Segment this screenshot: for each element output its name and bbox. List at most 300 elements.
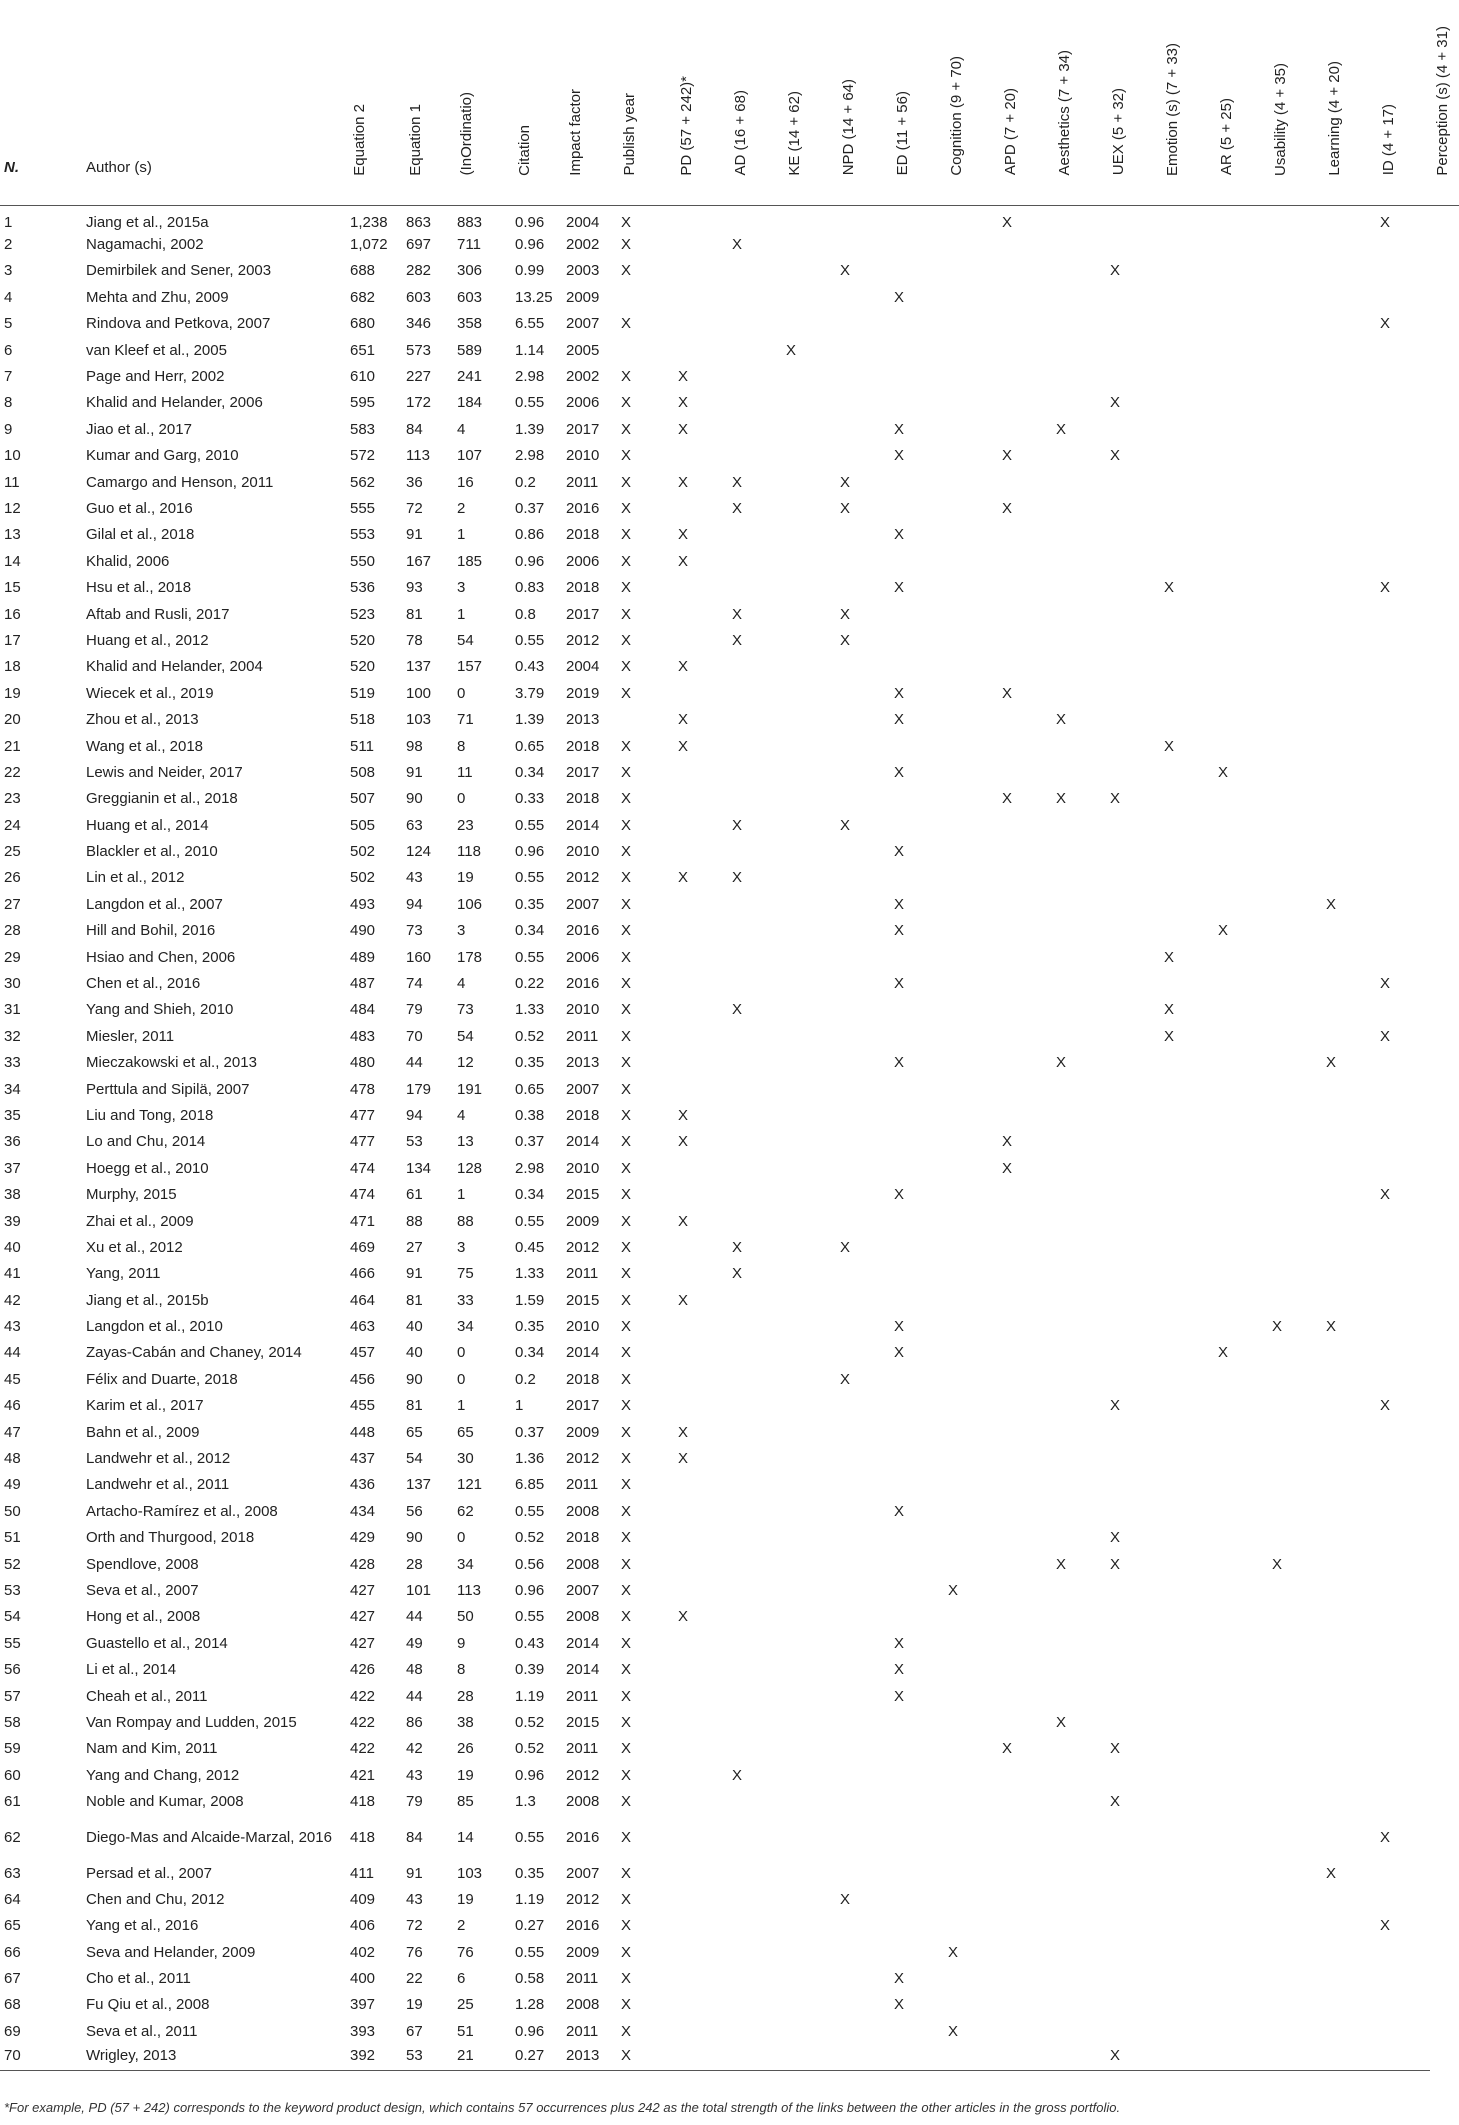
publish-year-cell: 2015 <box>566 1713 600 1731</box>
keyword-mark-cell <box>836 416 890 442</box>
keyword-mark-cell <box>1052 1445 1106 1471</box>
impact-factor-cell: 0.65 <box>515 1080 545 1098</box>
keyword-mark-cell: X <box>1002 213 1013 231</box>
keyword-mark-cell <box>998 1261 1052 1287</box>
keyword-mark-cell <box>1214 258 1268 284</box>
keyword-mark-cell <box>836 1023 890 1049</box>
keyword-mark-cell <box>782 1656 836 1682</box>
keyword-mark-cell <box>944 812 998 838</box>
keyword-mark-cell <box>728 1076 782 1102</box>
keyword-mark-cell <box>836 1155 890 1181</box>
keyword-mark-cell <box>1376 1551 1430 1577</box>
equation1-cell: 54 <box>406 1450 423 1468</box>
keyword-mark-cell <box>674 311 728 337</box>
keyword-mark-cell: X <box>894 1996 905 2014</box>
inordinatio-cell: 2 <box>457 1917 466 1935</box>
inordinatio-cell: 358 <box>457 315 483 333</box>
keyword-mark-cell <box>782 812 836 838</box>
keyword-mark-cell <box>728 1129 782 1155</box>
keyword-mark-cell <box>998 1076 1052 1102</box>
header-keyword: Emotion (s) (7 + 33) <box>1160 0 1214 205</box>
keyword-mark-cell <box>1268 1992 1322 2018</box>
keyword-mark-cell: X <box>678 1106 689 1124</box>
row-number: 17 <box>4 631 21 649</box>
keyword-mark-cell <box>1376 786 1430 812</box>
table-row <box>0 680 1459 706</box>
keyword-mark-cell: X <box>894 1970 905 1988</box>
keyword-mark-cell <box>782 1208 836 1234</box>
keyword-mark-cell <box>944 1815 998 1860</box>
keyword-mark-cell <box>1160 1234 1214 1260</box>
keyword-mark-cell: X <box>1110 394 1121 412</box>
impact-factor-cell: 0.34 <box>515 763 545 781</box>
inordinatio-cell: 128 <box>457 1159 483 1177</box>
keyword-mark-cell <box>1322 2045 1376 2071</box>
keyword-mark-cell <box>944 1498 998 1524</box>
keyword-mark-cell <box>674 495 728 521</box>
equation2-cell: 483 <box>350 1027 376 1045</box>
impact-factor-cell: 0.55 <box>515 816 545 834</box>
keyword-mark-cell: X <box>1272 1318 1283 1336</box>
keyword-mark-cell <box>944 1419 998 1445</box>
keyword-mark-cell <box>836 733 890 759</box>
keyword-mark-cell <box>782 1498 836 1524</box>
header-equation2: Equation 2 <box>347 0 403 205</box>
equation1-cell: 73 <box>406 922 423 940</box>
keyword-mark-cell <box>674 1815 728 1860</box>
keyword-mark-cell <box>728 1788 782 1814</box>
keyword-mark-cell <box>1376 759 1430 785</box>
row-number: 3 <box>4 262 13 280</box>
author-cell: Lo and Chu, 2014 <box>86 1133 206 1151</box>
keyword-mark-cell <box>782 416 836 442</box>
table-row <box>0 1181 1459 1207</box>
equation2-cell: 421 <box>350 1766 376 1784</box>
keyword-mark-cell <box>1322 1577 1376 1603</box>
equation1-cell: 98 <box>406 737 423 755</box>
keyword-mark-cell <box>836 574 890 600</box>
keyword-mark-cell <box>1268 706 1322 732</box>
keyword-mark-cell <box>1052 1886 1106 1912</box>
keyword-mark-cell <box>1214 786 1268 812</box>
keyword-mark-cell <box>944 1788 998 1814</box>
author-cell: Seva and Helander, 2009 <box>86 1943 256 1961</box>
row-number: 16 <box>4 605 21 623</box>
keyword-mark-cell <box>674 891 728 917</box>
keyword-mark-cell <box>1160 1076 1214 1102</box>
impact-factor-cell: 0.38 <box>515 1106 545 1124</box>
keyword-mark-cell <box>1376 1630 1430 1656</box>
author-cell: Xu et al., 2012 <box>86 1238 183 1256</box>
keyword-mark-cell <box>998 601 1052 627</box>
keyword-mark-cell <box>1268 812 1322 838</box>
keyword-mark-cell <box>1322 363 1376 389</box>
keyword-mark-cell <box>782 1551 836 1577</box>
keyword-mark-cell <box>782 1313 836 1339</box>
keyword-mark-cell: X <box>1380 213 1391 231</box>
row-number: 5 <box>4 315 13 333</box>
keyword-mark-cell <box>836 1525 890 1551</box>
keyword-mark-cell <box>1106 1287 1160 1313</box>
keyword-mark-cell: X <box>678 1450 689 1468</box>
keyword-mark-cell: X <box>1002 1740 1013 1758</box>
keyword-mark-cell: X <box>621 1661 632 1679</box>
publish-year-cell: 2010 <box>566 1001 600 1019</box>
keyword-mark-cell <box>1160 258 1214 284</box>
keyword-mark-cell: X <box>1110 447 1121 465</box>
keyword-mark-cell <box>1160 1577 1214 1603</box>
keyword-mark-cell <box>1376 1525 1430 1551</box>
equation1-cell: 84 <box>406 420 423 438</box>
keyword-mark-cell <box>728 548 782 574</box>
keyword-mark-cell <box>1052 1815 1106 1860</box>
keyword-mark-cell <box>890 812 944 838</box>
row-number: 30 <box>4 975 21 993</box>
keyword-mark-cell: X <box>732 1766 743 1784</box>
keyword-mark-cell <box>728 1102 782 1128</box>
keyword-mark-cell <box>1052 759 1106 785</box>
inordinatio-cell: 711 <box>457 236 481 254</box>
keyword-mark-cell <box>1106 865 1160 891</box>
equation1-cell: 22 <box>406 1970 423 1988</box>
equation1-cell: 282 <box>406 262 432 280</box>
keyword-mark-cell <box>1106 759 1160 785</box>
keyword-mark-cell: X <box>894 288 905 306</box>
keyword-mark-cell: X <box>621 2022 632 2040</box>
keyword-mark-cell <box>890 1076 944 1102</box>
keyword-mark-cell <box>1322 1815 1376 1860</box>
keyword-mark-cell <box>836 1604 890 1630</box>
inordinatio-cell: 4 <box>457 975 466 993</box>
keyword-mark-cell <box>890 654 944 680</box>
keyword-mark-cell <box>1268 944 1322 970</box>
keyword-mark-cell <box>1268 1129 1322 1155</box>
keyword-mark-cell <box>1214 1762 1268 1788</box>
keyword-mark-cell <box>1322 337 1376 363</box>
keyword-mark-cell <box>836 2045 890 2071</box>
keyword-mark-cell <box>1268 1498 1322 1524</box>
keyword-mark-cell <box>1214 654 1268 680</box>
impact-factor-cell: 0.55 <box>515 1828 545 1846</box>
equation2-cell: 583 <box>350 420 376 438</box>
table-row <box>0 1313 1459 1339</box>
keyword-mark-cell <box>1160 416 1214 442</box>
table-row <box>0 865 1459 891</box>
keyword-mark-cell <box>1052 812 1106 838</box>
keyword-mark-cell <box>1322 1656 1376 1682</box>
keyword-mark-cell <box>944 1393 998 1419</box>
keyword-mark-cell <box>1214 284 1268 310</box>
keyword-mark-cell <box>728 311 782 337</box>
keyword-mark-cell: X <box>1106 2045 1160 2071</box>
keyword-mark-cell <box>782 944 836 970</box>
row-number: 2 <box>4 236 13 254</box>
keyword-mark-cell <box>890 1762 944 1788</box>
header-keyword: ID (4 + 17) <box>1376 0 1430 205</box>
keyword-mark-cell <box>1106 838 1160 864</box>
keyword-mark-cell <box>728 1393 782 1419</box>
table-row <box>0 1023 1459 1049</box>
equation2-cell: 463 <box>350 1318 376 1336</box>
keyword-mark-cell <box>890 1788 944 1814</box>
keyword-mark-cell: X <box>678 1291 689 1309</box>
publish-year-cell: 2008 <box>566 1502 600 1520</box>
keyword-mark-cell <box>1106 812 1160 838</box>
table-row <box>0 1525 1459 1551</box>
keyword-mark-cell <box>728 1050 782 1076</box>
keyword-mark-cell <box>1106 1181 1160 1207</box>
equation1-cell: 113 <box>406 447 430 465</box>
keyword-mark-cell: X <box>732 473 743 491</box>
keyword-mark-cell <box>1268 1234 1322 1260</box>
header-row <box>0 0 1459 205</box>
keyword-mark-cell: X <box>621 1828 632 1846</box>
keyword-mark-cell <box>782 258 836 284</box>
keyword-mark-cell <box>1160 1860 1214 1886</box>
keyword-mark-cell <box>836 1208 890 1234</box>
equation2-cell: 682 <box>350 288 376 306</box>
author-cell: Jiang et al., 2015a <box>86 213 209 231</box>
keyword-mark-cell <box>836 1181 890 1207</box>
keyword-mark-cell: X <box>894 1687 905 1705</box>
keyword-mark-cell <box>782 1445 836 1471</box>
keyword-mark-cell <box>1322 231 1376 257</box>
keyword-mark-cell <box>674 1023 728 1049</box>
equation1-cell: 44 <box>406 1687 423 1705</box>
keyword-mark-cell <box>1214 1709 1268 1735</box>
keyword-mark-cell <box>1322 1788 1376 1814</box>
table-row <box>0 1287 1459 1313</box>
keyword-mark-cell: X <box>786 341 797 359</box>
keyword-mark-cell <box>1160 443 1214 469</box>
keyword-mark-cell: X <box>1164 579 1175 597</box>
keyword-mark-cell <box>1376 284 1430 310</box>
keyword-mark-cell: X <box>1002 447 1013 465</box>
impact-factor-cell: 6.85 <box>515 1476 545 1494</box>
keyword-mark-cell <box>674 759 728 785</box>
keyword-mark-cell <box>1268 627 1322 653</box>
keyword-mark-cell <box>836 970 890 996</box>
keyword-mark-cell: X <box>678 737 689 755</box>
keyword-mark-cell <box>1268 1419 1322 1445</box>
equation2-cell: 418 <box>350 1793 376 1811</box>
publish-year-cell: 2004 <box>566 213 600 231</box>
keyword-mark-cell <box>674 1886 728 1912</box>
keyword-mark-cell <box>1322 416 1376 442</box>
keyword-mark-cell <box>1160 680 1214 706</box>
equation2-cell: 429 <box>350 1529 376 1547</box>
keyword-mark-cell <box>998 1287 1052 1313</box>
table-row <box>0 601 1459 627</box>
keyword-mark-cell: X <box>948 2022 959 2040</box>
impact-factor-cell: 0.86 <box>515 526 545 544</box>
keyword-mark-cell <box>836 363 890 389</box>
keyword-mark-cell <box>998 970 1052 996</box>
keyword-mark-cell <box>1268 997 1322 1023</box>
table-row <box>0 944 1459 970</box>
keyword-mark-cell <box>1376 1886 1430 1912</box>
publish-year-cell: 2014 <box>566 816 600 834</box>
keyword-mark-cell <box>1376 1992 1430 2018</box>
keyword-mark-cell <box>836 1709 890 1735</box>
keyword-mark-cell <box>1214 2018 1268 2044</box>
keyword-mark-cell: X <box>1218 922 1229 940</box>
keyword-mark-cell <box>674 231 728 257</box>
inordinatio-cell: 21 <box>454 2045 512 2071</box>
keyword-mark-cell <box>944 1525 998 1551</box>
row-number: 26 <box>4 869 21 887</box>
keyword-mark-cell <box>1376 706 1430 732</box>
keyword-mark-cell <box>1160 812 1214 838</box>
keyword-mark-cell <box>1322 1525 1376 1551</box>
keyword-mark-cell <box>1214 1604 1268 1630</box>
keyword-mark-cell <box>1052 1076 1106 1102</box>
keyword-mark-cell <box>674 1234 728 1260</box>
row-number: 68 <box>4 1996 21 2014</box>
equation2-cell: 490 <box>350 922 376 940</box>
keyword-mark-cell <box>1268 1577 1322 1603</box>
keyword-mark-cell <box>617 337 674 363</box>
keyword-mark-cell <box>1322 1992 1376 2018</box>
keyword-mark-cell <box>890 2018 944 2044</box>
keyword-mark-cell <box>890 231 944 257</box>
keyword-mark-cell <box>1268 1683 1322 1709</box>
equation1-cell: 90 <box>406 790 423 808</box>
keyword-mark-cell <box>782 1630 836 1656</box>
keyword-mark-cell: X <box>617 2045 674 2071</box>
publish-year-cell: 2005 <box>566 341 600 359</box>
impact-factor-cell: 1.28 <box>515 1996 545 2014</box>
keyword-mark-cell <box>1160 2045 1214 2071</box>
keyword-mark-cell <box>890 1261 944 1287</box>
table-row <box>0 284 1459 310</box>
row-number: 44 <box>4 1344 21 1362</box>
keyword-mark-cell <box>1376 337 1430 363</box>
author-cell: Cho et al., 2011 <box>86 1970 191 1988</box>
impact-factor-cell: 0.37 <box>515 499 545 517</box>
keyword-mark-cell <box>674 1498 728 1524</box>
keyword-mark-cell <box>1376 1939 1430 1965</box>
keyword-mark-cell <box>1376 1419 1430 1445</box>
impact-factor-cell: 0.45 <box>515 1238 545 1256</box>
keyword-mark-cell: X <box>621 526 632 544</box>
keyword-mark-cell <box>836 1762 890 1788</box>
keyword-mark-cell <box>1322 469 1376 495</box>
keyword-mark-cell <box>1268 1815 1322 1860</box>
keyword-mark-cell <box>674 1939 728 1965</box>
keyword-mark-cell: X <box>1380 1027 1391 1045</box>
keyword-mark-cell <box>674 1788 728 1814</box>
keyword-mark-cell <box>1322 1551 1376 1577</box>
impact-factor-cell: 3.79 <box>515 684 545 702</box>
keyword-mark-cell <box>728 1992 782 2018</box>
equation1-cell: 160 <box>406 948 432 966</box>
inordinatio-cell: 107 <box>457 447 483 465</box>
keyword-mark-cell <box>998 2018 1052 2044</box>
keyword-mark-cell <box>674 1340 728 1366</box>
keyword-mark-cell <box>1376 548 1430 574</box>
author-cell: Wiecek et al., 2019 <box>86 684 214 702</box>
keyword-mark-cell <box>836 1630 890 1656</box>
inordinatio-cell: 1 <box>457 1186 466 1204</box>
keyword-mark-cell <box>944 337 998 363</box>
keyword-mark-cell <box>1214 601 1268 627</box>
keyword-mark-cell <box>836 1102 890 1128</box>
inordinatio-cell: 306 <box>457 262 483 280</box>
keyword-mark-cell <box>1106 1992 1160 2018</box>
keyword-mark-cell <box>1268 654 1322 680</box>
equation1-cell: 346 <box>406 315 432 333</box>
keyword-mark-cell: X <box>621 499 632 517</box>
keyword-mark-cell: X <box>1380 1186 1391 1204</box>
keyword-mark-cell <box>1106 311 1160 337</box>
publish-year-cell: 2008 <box>566 1555 600 1573</box>
keyword-mark-cell <box>782 205 836 231</box>
header-n: N. <box>0 0 86 205</box>
equation1-cell: 67 <box>406 2022 423 2040</box>
keyword-mark-cell: X <box>948 1582 959 1599</box>
inordinatio-cell: 26 <box>457 1740 474 1758</box>
publish-year-cell: 2011 <box>566 1740 599 1758</box>
keyword-mark-cell <box>1106 1656 1160 1682</box>
keyword-mark-cell <box>1160 1939 1214 1965</box>
keyword-mark-cell <box>1052 997 1106 1023</box>
inordinatio-cell: 75 <box>457 1265 474 1283</box>
publish-year-cell: 2002 <box>566 368 600 386</box>
row-number: 22 <box>4 763 21 781</box>
keyword-mark-cell <box>998 1340 1052 1366</box>
equation2-cell: 422 <box>350 1713 376 1731</box>
inordinatio-cell: 85 <box>457 1793 474 1811</box>
keyword-mark-cell <box>1268 1102 1322 1128</box>
publish-year-cell: 2004 <box>566 658 600 676</box>
keyword-mark-cell <box>1106 997 1160 1023</box>
inordinatio-cell: 33 <box>457 1291 474 1309</box>
keyword-mark-cell: X <box>1164 1001 1175 1019</box>
equation1-cell: 91 <box>406 763 423 781</box>
author-cell: Lin et al., 2012 <box>86 869 185 887</box>
equation1-cell: 74 <box>406 975 423 993</box>
keyword-mark-cell <box>1322 258 1376 284</box>
author-cell: Orth and Thurgood, 2018 <box>86 1529 255 1547</box>
keyword-mark-cell <box>1214 1992 1268 2018</box>
keyword-mark-cell <box>1268 759 1322 785</box>
keyword-mark-cell <box>890 1155 944 1181</box>
keyword-mark-cell <box>890 1393 944 1419</box>
keyword-mark-cell <box>890 997 944 1023</box>
keyword-mark-cell <box>998 258 1052 284</box>
keyword-mark-cell <box>674 627 728 653</box>
inordinatio-cell: 8 <box>457 1661 466 1679</box>
keyword-mark-cell <box>1052 680 1106 706</box>
keyword-mark-cell <box>1106 1313 1160 1339</box>
keyword-mark-cell <box>782 1419 836 1445</box>
table-row <box>0 627 1459 653</box>
row-number: 50 <box>4 1502 21 1520</box>
keyword-mark-cell: X <box>621 579 632 597</box>
keyword-mark-cell <box>674 1913 728 1939</box>
keyword-mark-cell <box>1160 1498 1214 1524</box>
equation2-cell: 478 <box>350 1080 376 1098</box>
table-row <box>0 1992 1459 2018</box>
author-cell: Chen and Chu, 2012 <box>86 1890 225 1908</box>
keyword-mark-cell <box>674 838 728 864</box>
keyword-mark-cell <box>1214 865 1268 891</box>
table-row <box>0 1551 1459 1577</box>
keyword-mark-cell: X <box>621 552 632 570</box>
row-number: 54 <box>4 1608 21 1626</box>
impact-factor-cell: 0.96 <box>515 1766 545 1784</box>
